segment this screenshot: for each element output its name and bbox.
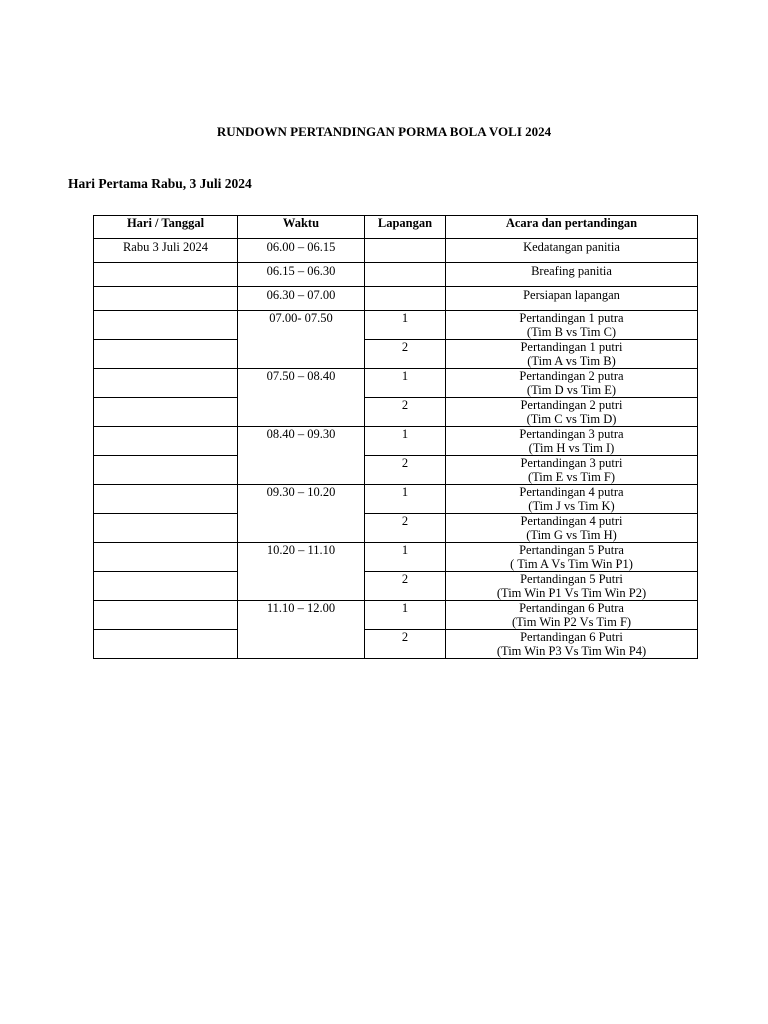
cell-day xyxy=(94,311,238,340)
cell-field: 2 xyxy=(365,572,446,601)
cell-day xyxy=(94,340,238,369)
match-title: Pertandingan 3 putra xyxy=(519,427,624,441)
cell-field: 2 xyxy=(365,456,446,485)
table-row xyxy=(94,630,698,659)
table-row xyxy=(94,287,698,311)
match-title: Pertandingan 2 putra xyxy=(519,369,624,383)
cell-event xyxy=(446,485,698,514)
table-row xyxy=(94,456,698,485)
table-header-row xyxy=(94,216,698,239)
match-teams: ( Tim A Vs Tim Win P1) xyxy=(510,557,633,571)
cell-day xyxy=(94,427,238,456)
match-teams: (Tim Win P1 Vs Tim Win P2) xyxy=(496,586,647,600)
cell-event xyxy=(446,427,698,456)
cell-event xyxy=(446,601,698,630)
table-row xyxy=(94,398,698,427)
cell-field xyxy=(365,287,446,311)
cell-time: 07.50 – 08.40 xyxy=(238,369,365,427)
match-title: Pertandingan 5 Putra xyxy=(519,543,624,557)
match-teams: (Tim D vs Tim E) xyxy=(526,383,617,397)
document-title: RUNDOWN PERTANDINGAN PORMA BOLA VOLI 2024 xyxy=(216,124,552,139)
match-title: Pertandingan 2 putri xyxy=(520,398,623,412)
table-row xyxy=(94,263,698,287)
cell-time: 06.15 – 06.30 xyxy=(238,263,365,287)
table-row xyxy=(94,340,698,369)
header-event: Acara dan pertandingan xyxy=(446,216,698,239)
cell-field: 2 xyxy=(365,340,446,369)
cell-event xyxy=(446,543,698,572)
match-title: Pertandingan 6 Putra xyxy=(519,601,624,615)
header-day: Hari / Tanggal xyxy=(94,216,238,239)
match-teams: (Tim Win P2 Vs Tim F) xyxy=(511,615,632,629)
table-row xyxy=(94,572,698,601)
cell-event xyxy=(446,514,698,543)
cell-event: Kedatangan panitia xyxy=(446,239,698,263)
match-title: Pertandingan 4 putri xyxy=(520,514,623,528)
cell-field xyxy=(365,263,446,287)
cell-field: 1 xyxy=(365,427,446,456)
table-row xyxy=(94,311,698,340)
match-title: Pertandingan 6 Putri xyxy=(520,630,623,644)
match-title: Pertandingan 3 putri xyxy=(520,456,623,470)
cell-field: 1 xyxy=(365,485,446,514)
cell-field: 1 xyxy=(365,601,446,630)
cell-day xyxy=(94,263,238,287)
rundown-table xyxy=(93,215,698,659)
match-title: Pertandingan 1 putri xyxy=(520,340,623,354)
cell-day xyxy=(94,630,238,659)
table-row xyxy=(94,485,698,514)
match-teams: (Tim Win P3 Vs Tim Win P4) xyxy=(496,644,647,658)
cell-event xyxy=(446,311,698,340)
cell-time: 11.10 – 12.00 xyxy=(238,601,365,659)
cell-day xyxy=(94,287,238,311)
table-row xyxy=(94,543,698,572)
table-row xyxy=(94,369,698,398)
cell-event xyxy=(446,340,698,369)
table-row xyxy=(94,601,698,630)
cell-field: 1 xyxy=(365,369,446,398)
cell-day xyxy=(94,572,238,601)
match-teams: (Tim J vs Tim K) xyxy=(528,499,615,513)
cell-day xyxy=(94,398,238,427)
header-field: Lapangan xyxy=(365,216,446,239)
cell-day xyxy=(94,601,238,630)
cell-time: 07.00- 07.50 xyxy=(238,311,365,369)
match-teams: (Tim H vs Tim I) xyxy=(528,441,615,455)
cell-field: 2 xyxy=(365,630,446,659)
header-time: Waktu xyxy=(238,216,365,239)
cell-event xyxy=(446,456,698,485)
cell-time: 06.00 – 06.15 xyxy=(238,239,365,263)
cell-event xyxy=(446,572,698,601)
match-teams: (Tim E vs Tim F) xyxy=(527,470,616,484)
cell-day xyxy=(94,514,238,543)
cell-day: Rabu 3 Juli 2024 xyxy=(94,239,238,263)
cell-time: 06.30 – 07.00 xyxy=(238,287,365,311)
match-title: Pertandingan 4 putra xyxy=(519,485,624,499)
match-teams: (Tim G vs Tim H) xyxy=(526,528,617,542)
match-title: Pertandingan 1 putra xyxy=(519,311,624,325)
cell-field: 2 xyxy=(365,514,446,543)
cell-day xyxy=(94,369,238,398)
cell-time: 10.20 – 11.10 xyxy=(238,543,365,601)
match-teams: (Tim C vs Tim D) xyxy=(526,412,617,426)
cell-event xyxy=(446,369,698,398)
cell-field: 1 xyxy=(365,311,446,340)
table-row xyxy=(94,427,698,456)
cell-event: Persiapan lapangan xyxy=(446,287,698,311)
cell-day xyxy=(94,485,238,514)
table-row xyxy=(94,239,698,263)
cell-field: 1 xyxy=(365,543,446,572)
cell-time: 08.40 – 09.30 xyxy=(238,427,365,485)
table-row xyxy=(94,514,698,543)
cell-event xyxy=(446,398,698,427)
match-teams: (Tim A vs Tim B) xyxy=(527,354,616,368)
cell-day xyxy=(94,456,238,485)
match-title: Pertandingan 5 Putri xyxy=(520,572,623,586)
cell-field: 2 xyxy=(365,398,446,427)
cell-event: Breafing panitia xyxy=(446,263,698,287)
cell-event xyxy=(446,630,698,659)
cell-day xyxy=(94,543,238,572)
match-teams: (Tim B vs Tim C) xyxy=(526,325,617,339)
cell-time: 09.30 – 10.20 xyxy=(238,485,365,543)
cell-field xyxy=(365,239,446,263)
day-heading: Hari Pertama Rabu, 3 Juli 2024 xyxy=(68,176,252,191)
